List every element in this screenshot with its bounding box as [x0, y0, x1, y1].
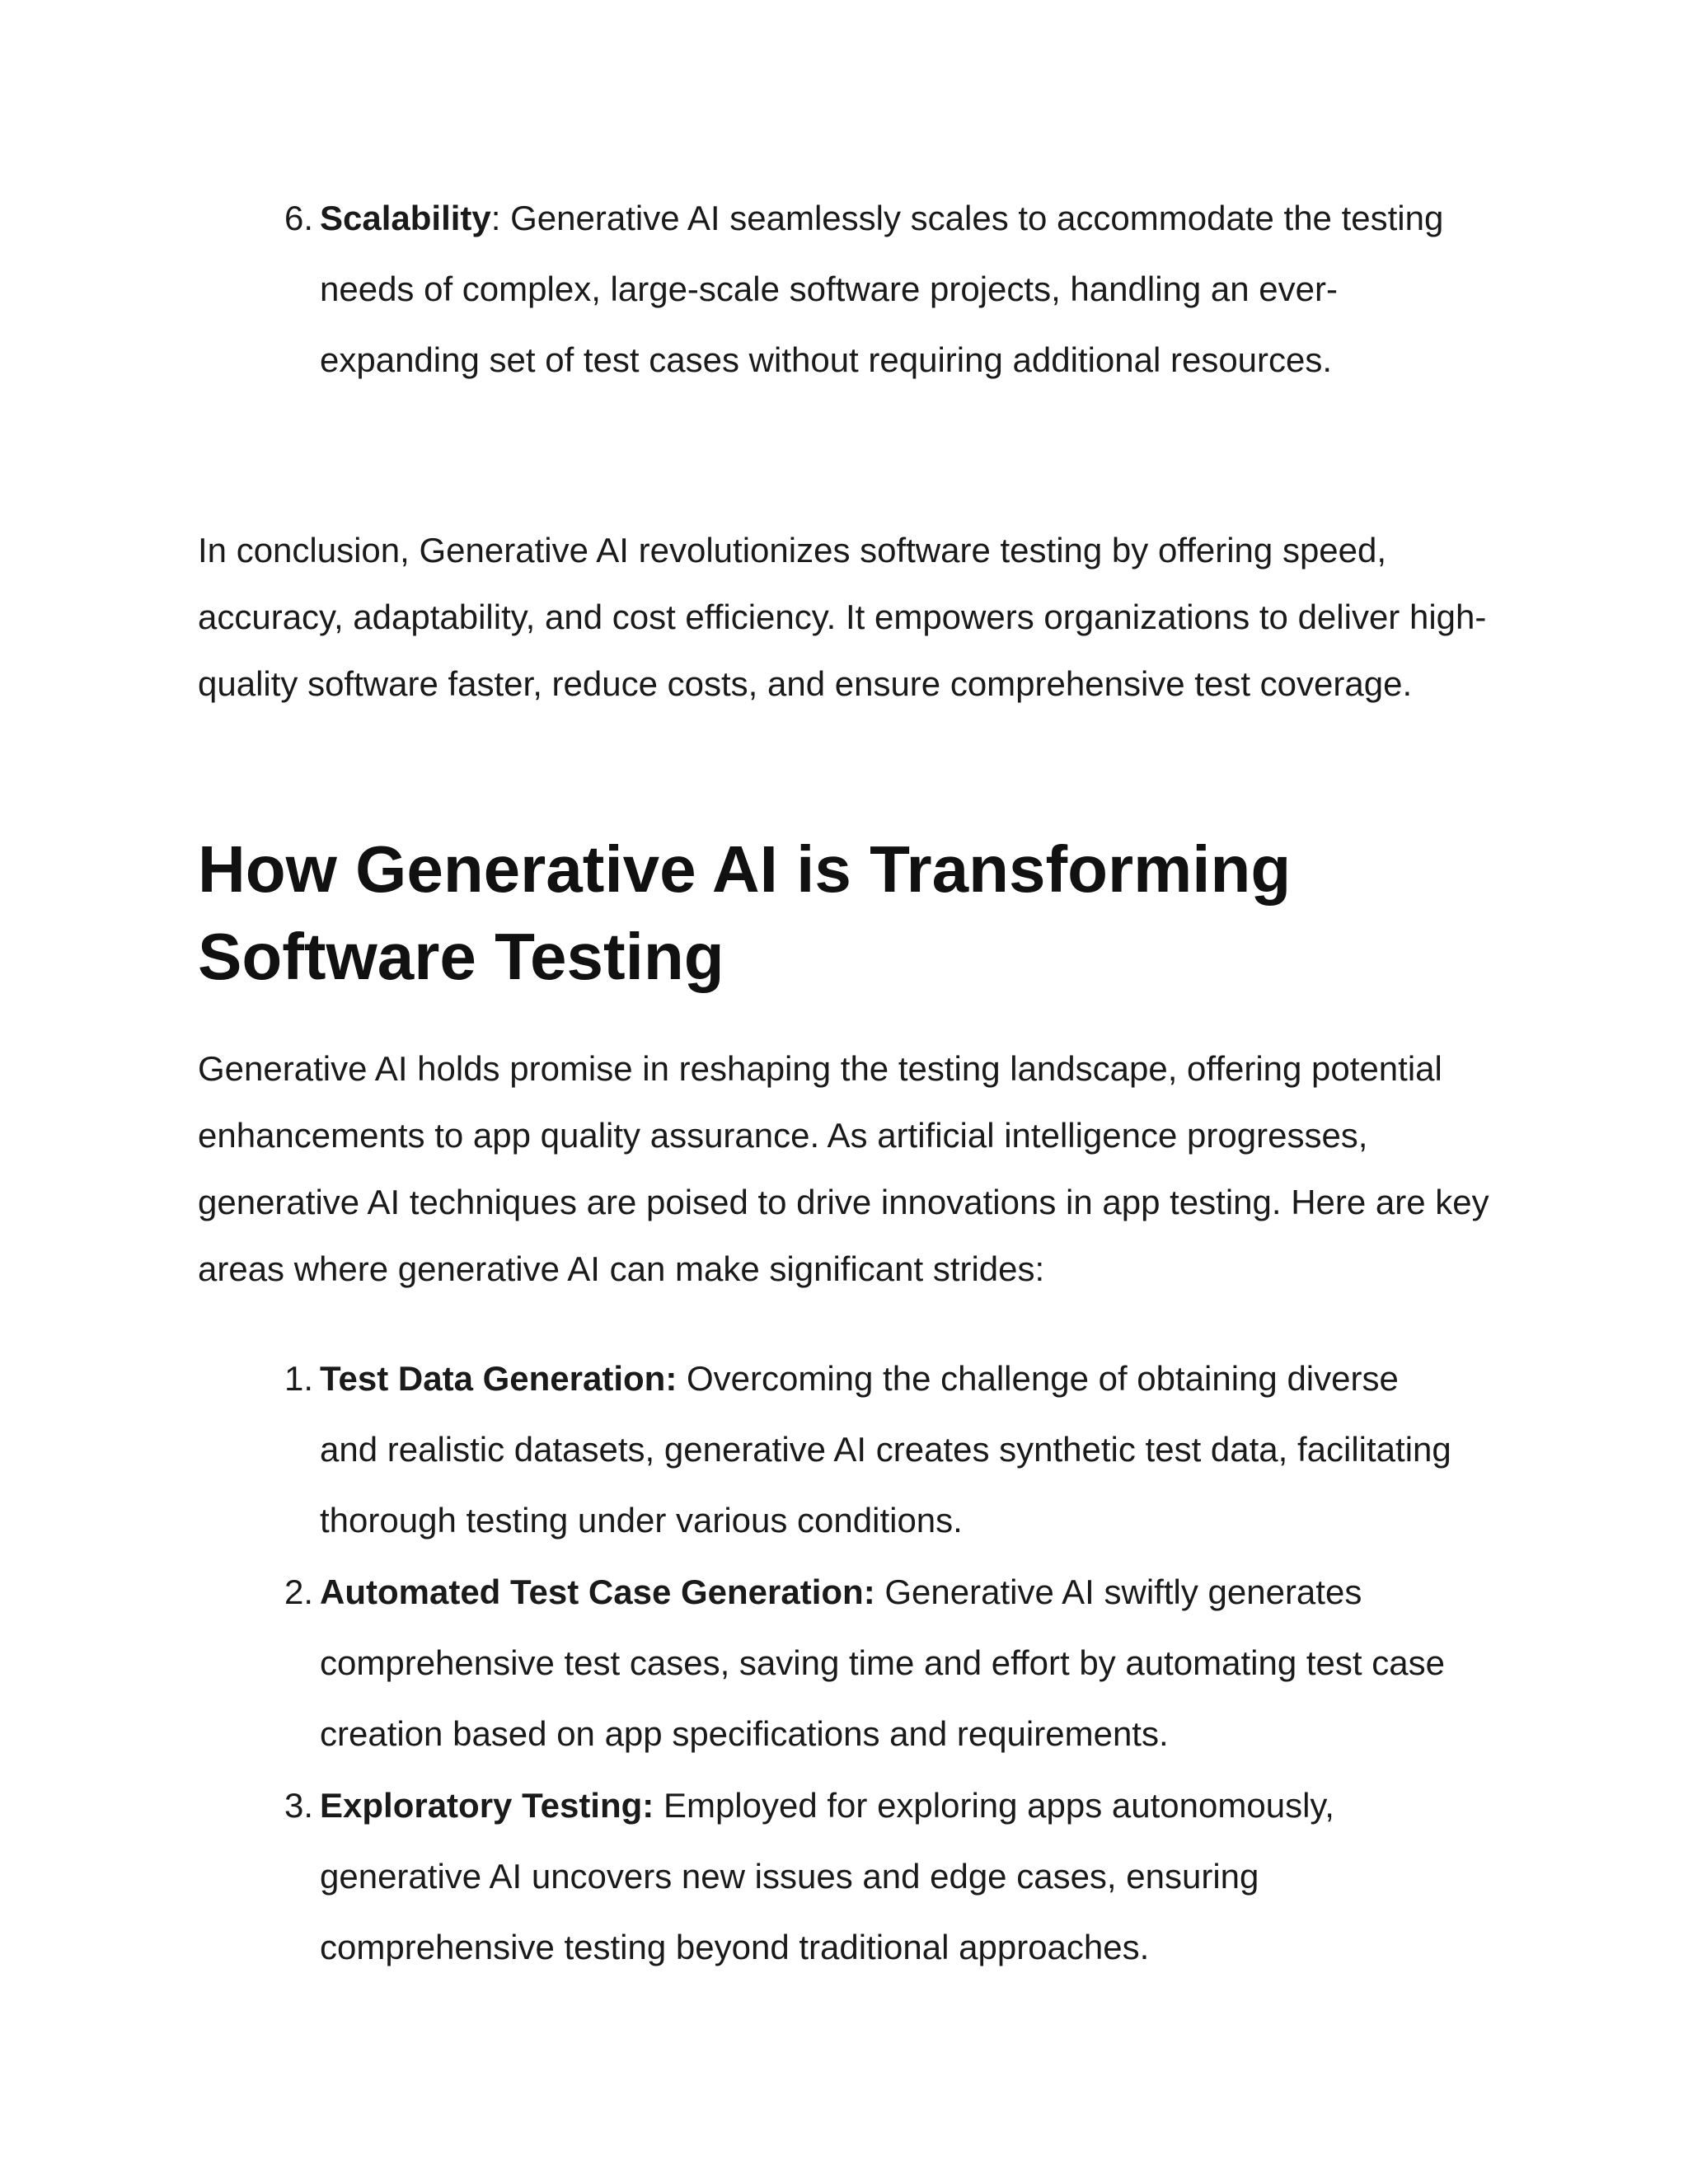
- list-number: 2.: [284, 1572, 313, 1611]
- list-item-term: Scalability: [320, 199, 491, 237]
- list-number: 3.: [284, 1786, 313, 1825]
- list-item-text: : Generative AI seamlessly scales to accommodate the testing needs of complex, large-scale software projects, handling an ever-expanding set of test cases without requiring additional resources.: [320, 199, 1444, 379]
- list-item-term: Automated Test Case Generation:: [320, 1572, 875, 1611]
- list-item-term: Exploratory Testing:: [320, 1786, 654, 1825]
- list-number: 6.: [284, 199, 313, 237]
- conclusion-paragraph: In conclusion, Generative AI revolutionizes software testing by offering speed, accuracy, adaptability, and cost efficiency. It empowers organizations to deliver high-quality software faster, reduce costs, and ensure comprehensive test coverage.: [198, 531, 1487, 703]
- list-item-text: Overcoming the challenge of obtaining diverse and realistic datasets, generative AI creates synthetic test data, facilitating thorough testing under various conditions.: [320, 1359, 1451, 1540]
- list-item-test-data-generation: [284, 1343, 1457, 1556]
- list-item-scalability: [284, 183, 1457, 396]
- list-item-text: Employed for exploring apps autonomously, generative AI uncovers new issues and edge cases, ensuring comprehensive testing beyond traditional approaches.: [320, 1786, 1334, 1966]
- list-item-term: Test Data Generation:: [320, 1359, 678, 1398]
- list-item-automated-test-case-generation: [284, 1557, 1457, 1769]
- list-item-text: Generative AI swiftly generates comprehensive test cases, saving time and effort by automating test case creation based on app specifications and requirements.: [320, 1572, 1445, 1753]
- section-heading: How Generative AI is Transforming Software Testing: [198, 832, 1292, 993]
- list-item-exploratory-testing: [284, 1770, 1457, 1983]
- list-number: 1.: [284, 1359, 313, 1398]
- intro-paragraph: Generative AI holds promise in reshaping the testing landscape, offering potential enhancements to app quality assurance. As artificial intelligence progresses, generative AI techniques are poised to drive innovations in app testing. Here are key areas where generative AI can make significant strides:: [198, 1049, 1489, 1288]
